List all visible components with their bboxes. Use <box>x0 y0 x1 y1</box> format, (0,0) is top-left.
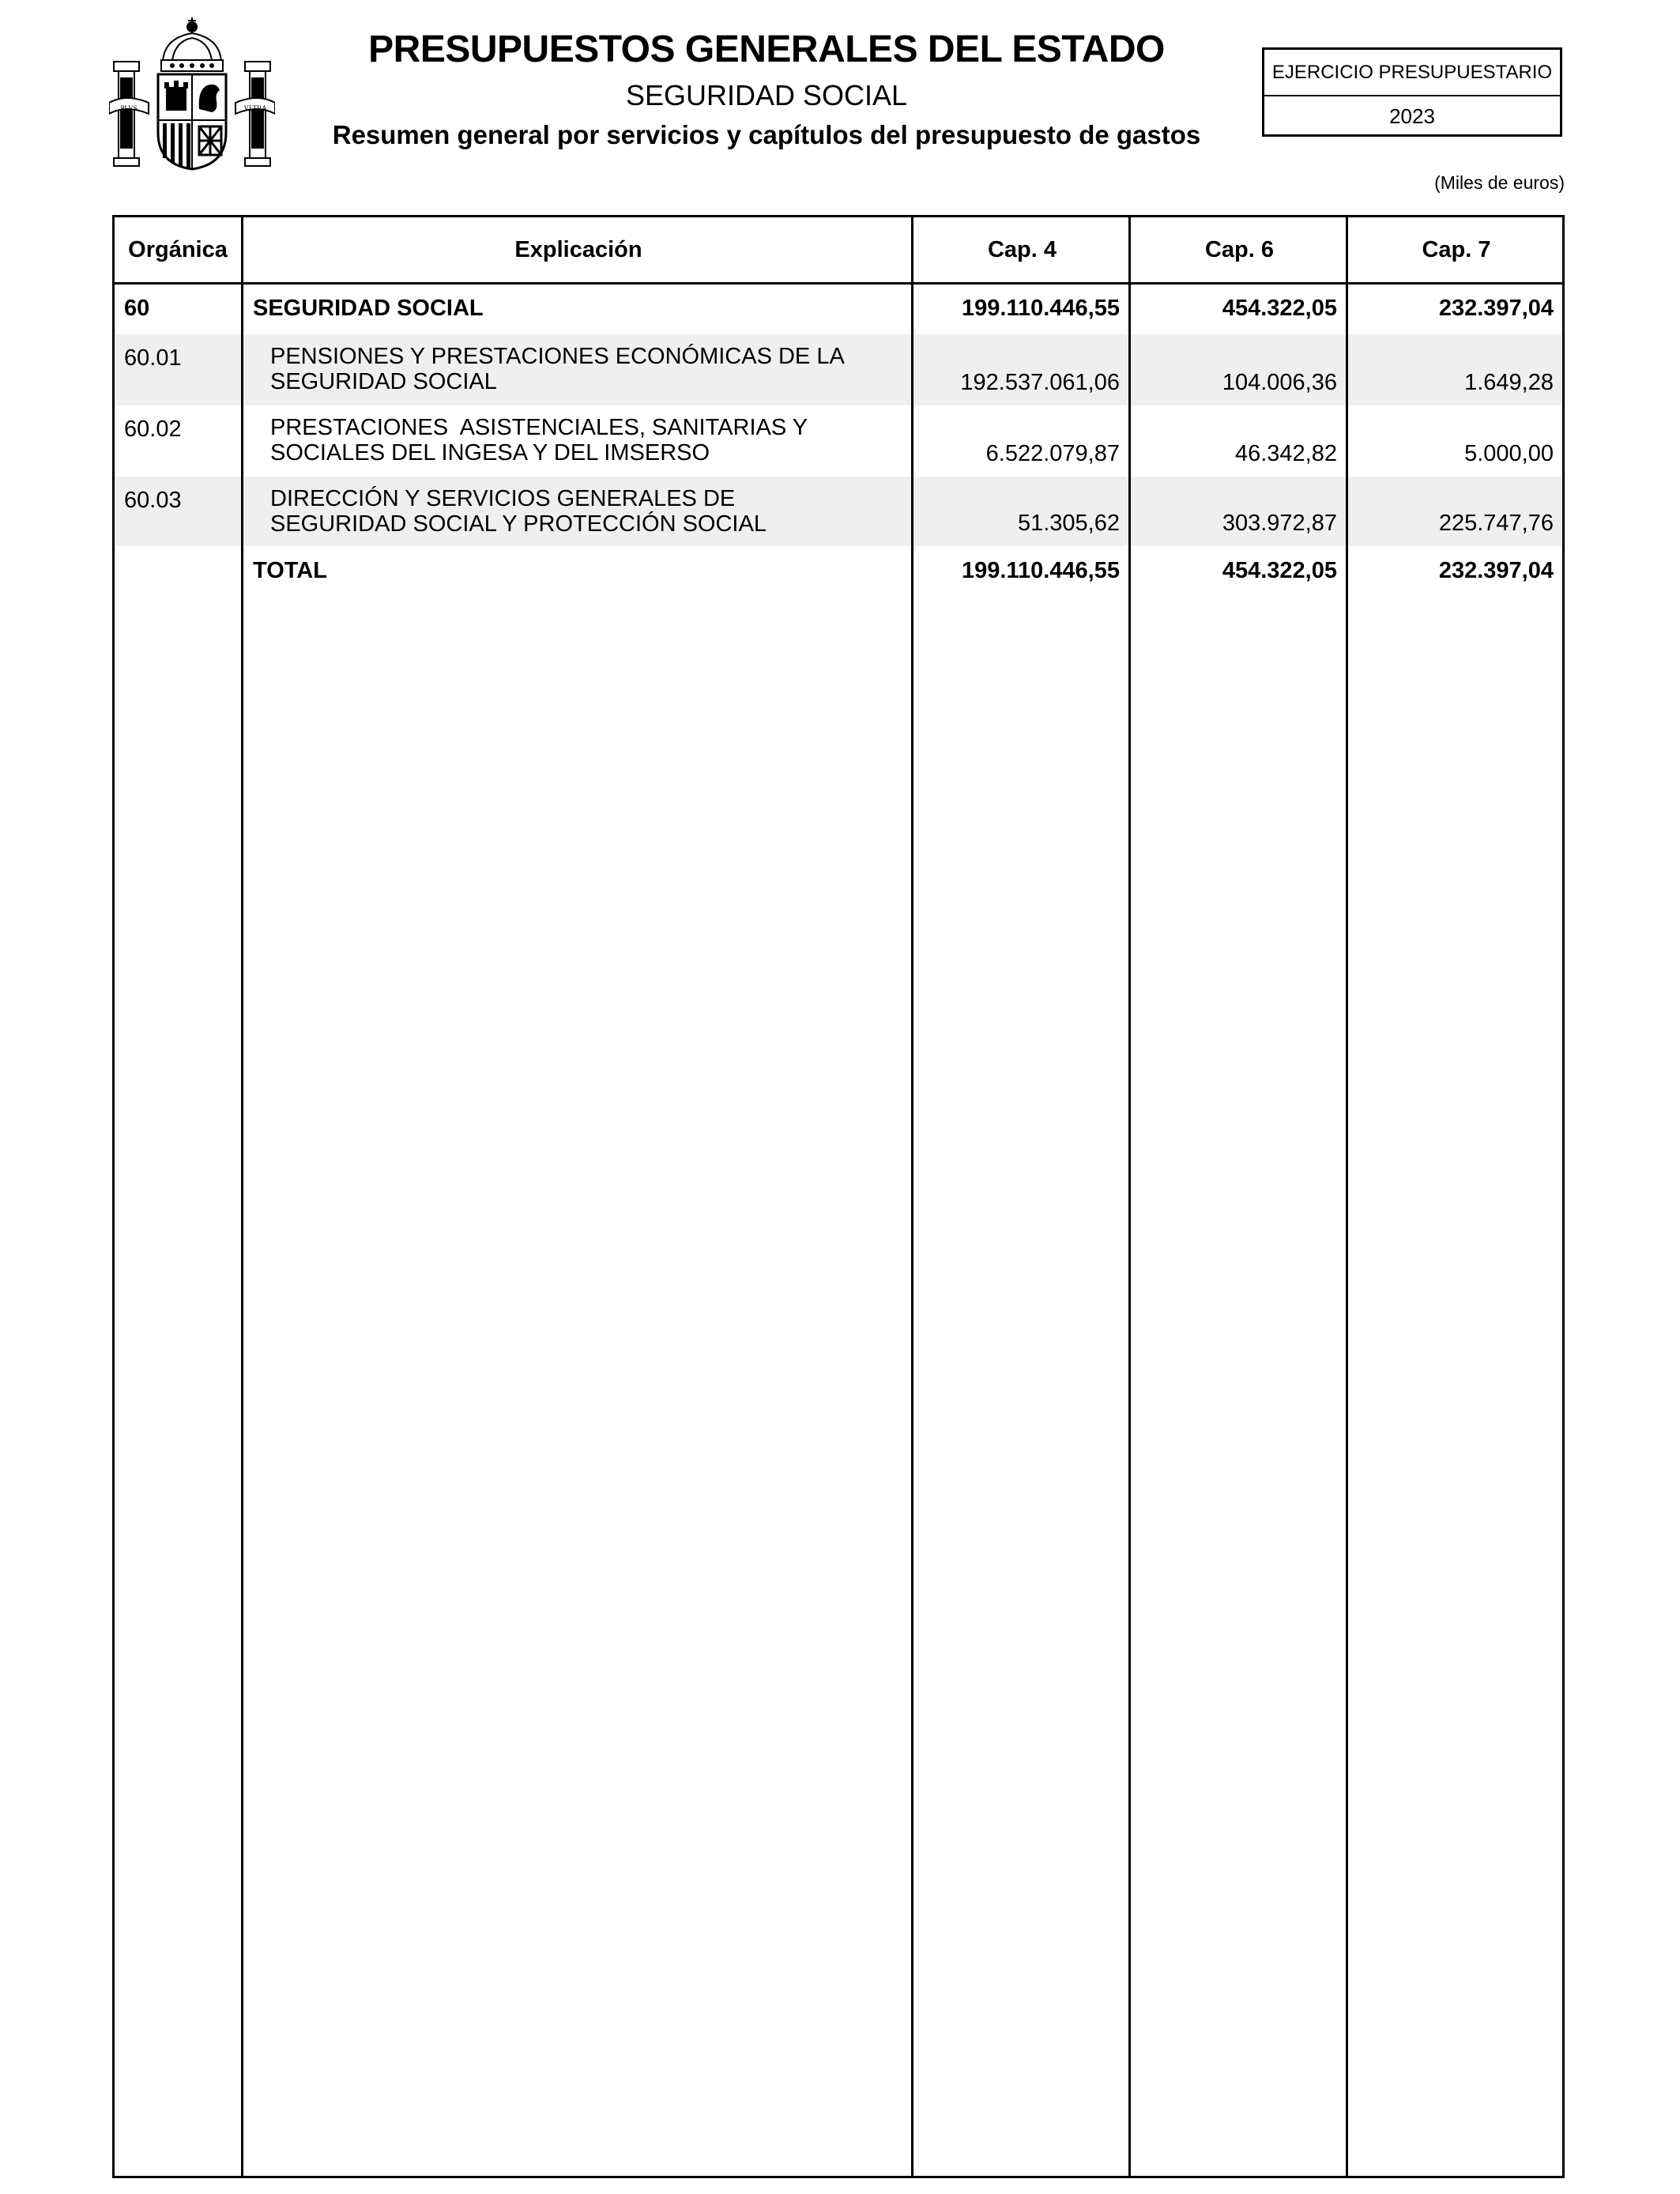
coat-of-arms-logo <box>109 14 275 174</box>
column-divider <box>1346 217 1348 2176</box>
row-explanation-line1: DIRECCIÓN Y SERVICIOS GENERALES DE <box>270 486 736 511</box>
row-explanation <box>243 334 913 405</box>
fiscal-year-label: EJERCICIO PRESUPUESTARIO <box>1264 50 1560 96</box>
row-cap4: 199.110.446,55 <box>962 295 1120 321</box>
row-explanation-line1: PRESTACIONES ASISTENCIALES, SANITARIAS Y <box>270 415 808 440</box>
document-description: Resumen general por servicios y capítulos del presupuesto de gastos <box>332 120 1201 149</box>
row-explanation <box>243 405 913 477</box>
row-cap4: 6.522.079,87 <box>985 441 1120 466</box>
units-note: (Miles de euros) <box>1434 172 1565 193</box>
row-cap7: 232.397,04 <box>1438 295 1554 321</box>
fiscal-year-value: 2023 <box>1389 104 1435 128</box>
row-org: 60.02 <box>124 417 182 442</box>
row-org: 60 <box>124 295 150 321</box>
row-cap7: 225.747,76 <box>1438 511 1554 536</box>
row-org: 60.03 <box>124 488 182 513</box>
row-explanation-line2: SEGURIDAD SOCIAL Y PROTECCIÓN SOCIAL <box>270 511 767 537</box>
row-explanation: SEGURIDAD SOCIAL <box>253 295 484 321</box>
row-cap6: 303.972,87 <box>1222 511 1337 536</box>
column-header-organica: Orgánica <box>128 236 228 262</box>
row-explanation-line2: SEGURIDAD SOCIAL <box>270 369 497 394</box>
row-cap6: 46.342,82 <box>1234 441 1337 466</box>
motto-left-text: PLVS <box>120 104 137 112</box>
column-divider <box>911 217 913 2176</box>
row-cap7: 5.000,00 <box>1464 441 1554 466</box>
column-divider <box>241 217 243 2176</box>
row-cap7: 1.649,28 <box>1464 370 1554 395</box>
column-header-cap4: Cap. 4 <box>987 236 1057 262</box>
fiscal-year-box <box>1262 47 1562 137</box>
row-explanation-line1: PENSIONES Y PRESTACIONES ECONÓMICAS DE LA <box>270 344 845 369</box>
row-cap4: 51.305,62 <box>1017 511 1120 536</box>
total-cap7: 232.397,04 <box>1438 557 1554 583</box>
column-header-cap7: Cap. 7 <box>1422 236 1491 262</box>
total-cap6: 454.322,05 <box>1222 557 1337 583</box>
column-header-explicacion: Explicación <box>514 236 642 262</box>
row-org: 60.01 <box>124 345 182 371</box>
row-explanation-line2: SOCIALES DEL INGESA Y DEL IMSERSO <box>270 440 710 466</box>
row-cap6: 454.322,05 <box>1222 295 1337 321</box>
total-cap4: 199.110.446,55 <box>962 557 1120 583</box>
row-cap4: 192.537.061,06 <box>960 370 1120 395</box>
document-subtitle: SEGURIDAD SOCIAL <box>625 79 908 111</box>
column-divider <box>1128 217 1131 2176</box>
row-explanation <box>243 477 913 546</box>
column-header-cap6: Cap. 6 <box>1204 236 1275 262</box>
total-label: TOTAL <box>253 557 327 583</box>
budget-table <box>112 215 1565 2178</box>
document-header <box>300 24 1233 155</box>
row-cap6: 104.006,36 <box>1222 370 1337 395</box>
document-title: PRESUPUESTOS GENERALES DEL ESTADO <box>368 28 1165 70</box>
motto-right-text: VLTRA <box>243 104 267 112</box>
